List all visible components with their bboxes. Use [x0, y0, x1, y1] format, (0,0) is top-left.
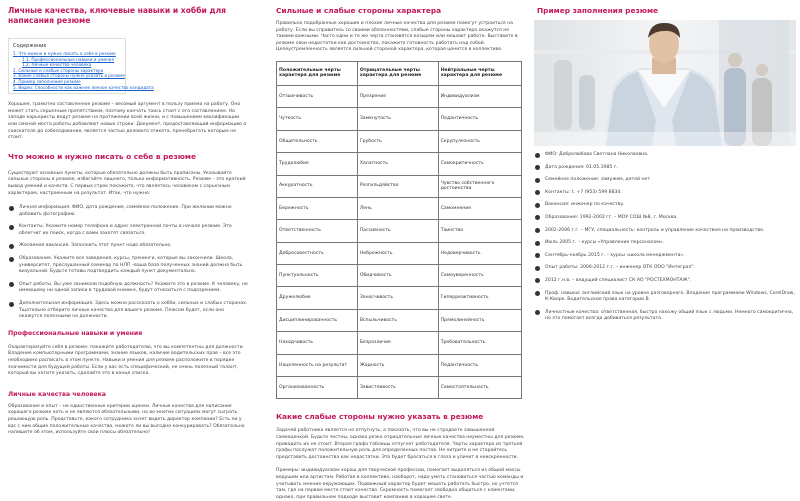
prof-paragraph: Охарактеризуйте себя в резюме: покажите работодателю, что вы компетентны для должности. Владение компьютерными программами, знание языков, наличие водительских прав – все это необходимо расписать в этом пункте. Навыки и умения для резюме расположите в порядке значимости для будущей работы. Если у вас есть специфический, не очень полезный талант, который вы хотите указать, сделайте это в конце списка.	[8, 344, 245, 377]
toc-link[interactable]: 3. Какие слабые стороны нужно указать в резюме	[13, 73, 126, 79]
bullet-icon	[535, 178, 540, 183]
list-item: Личная информация: ФИО, дата рождения, семейное положение. При желании можно добавить фотографию.	[8, 205, 248, 218]
table-cell: Самокритичность	[438, 153, 521, 175]
table-cell: Чувство собственного достоинства	[438, 175, 521, 197]
table-row	[277, 354, 522, 376]
personal-paragraph: Образование и опыт – не единственные критерии оценки. Личные качества для написания хорошего резюме хоть и не являются обязательными, но во многих ситуациях могут сыграть решающую роль. Представьте, какого сотрудника хочет видеть директор компании? Есть ли у вас с ним общие положительные качества, можете ли вы выгодно конкурировать? Обязательно напишите об этом, используйте свои плюсы обязательно!	[8, 403, 245, 436]
table-cell: Общительность	[277, 130, 358, 152]
bullet-icon	[535, 291, 540, 296]
table-cell: Дружелюбие	[277, 287, 358, 309]
list-item: Дополнительная информация. Здесь можно рассказать о хобби, сильных и слабых сторонах. Тщательно отберите личные качества для вашего резюме. Плюсом будет, если оно окажутся полезными на должности.	[8, 301, 248, 321]
what-paragraph: Существуют основные пункты, которые обязательно должны быть прописаны. Указывайте сильные стороны в резюме, избегайте лишнего, только информативность. Резюме – это краткий вывод умений и качеств. С первых строк покажите, что являетесь человеком с серьезным характером, настроенным на результат. Итак, что нужно:	[8, 170, 246, 196]
list-item: Образование: 1992-2002 гг. – МОУ СОШ №8, г. Москва.	[534, 215, 796, 222]
table-cell: Завистливость	[357, 377, 438, 399]
table-cell: Находчивость	[277, 332, 358, 354]
table-cell: Замкнутость	[357, 108, 438, 130]
table-row	[277, 175, 522, 197]
table-cell: Халатность	[357, 153, 438, 175]
traits-table	[276, 61, 522, 399]
list-item: ФИО: Добролюбова Светлана Николаевна.	[534, 152, 796, 159]
table-cell: Добросовестность	[277, 242, 358, 264]
bullet-icon	[535, 253, 540, 258]
list-item: Опыт работы. Вы уже занимали подобную должность? Укажите это в резюме. К человеку, не имеющему ни одной записи в трудовой книжке, будут относиться с подозрением.	[8, 282, 248, 295]
table-cell: Безразличие	[357, 332, 438, 354]
list-item: Июль 2005 г. – курсы «Управление персоналом».	[534, 240, 796, 247]
table-cell: Гиперреактивность	[438, 287, 521, 309]
bullet-icon	[535, 153, 540, 158]
toc-title: Содержание	[13, 43, 47, 49]
weak-paragraph-2: Примеры: индивидуализм хорош для творческой профессии, помогает выделяться из общей массы ведущим или артистам. Работая в коллективе, наоборот, надо уметь становиться частью команды и учитывать мнение окружающих. Подвижный характер будет мешать работать быстро, но учтется там, где на первом месте стоит качество. Скромность помогает свободно общаться с клиентами, однако, при правильном подходе выставит компанию в хорошем свете.	[276, 468, 524, 500]
toc-link[interactable]: 2. Сильные и слабые стороны характера	[13, 67, 104, 73]
table-cell: Обидчивость	[357, 265, 438, 287]
bullet-icon	[9, 302, 14, 307]
table-cell: Аккуратность	[277, 175, 358, 197]
table-cell: Пунктуальность	[277, 265, 358, 287]
bullet-icon	[535, 241, 540, 246]
weak-paragraph-1: Задачей работника является не отпугнуть, а показать, что вы не страдаете завышенной самооценкой. Будьте честны, однако резко отрицательные личные качества неуместны для резюме, приводить их не стоит. Вторая графа таблицы отпугнет работодателя. Черты характера из третьей графы послужат положительную роль для определенных постов. Не хитрите и не старайтесь представить достоинства как недостатки. Это будет бросаться в глаза и уличит в неискренности.	[276, 428, 525, 460]
table-cell: Трудолюбие	[277, 153, 358, 175]
table-header-row	[277, 61, 522, 85]
toc-link[interactable]: 1.1. Профессиональные навыки и умения	[22, 56, 115, 62]
list-item: Личностные качества: ответственная, быстро нахожу общий язык с людьми. Немного самокритична, но это помогает всегда добиваться результата.	[534, 310, 796, 323]
list-item: Образование. Укажите все заведения, курсы, тренинги, которые вы закончили. Школа, университет, прослушанный семинар по НЛП –ваша база полученных знаний должна быть визуальной. Будьте готовы подтвердить каждый пункт документально.	[8, 256, 248, 276]
section-heading-strengths: Сильные и слабые стороны характера	[276, 6, 442, 15]
list-item: Дата рождения: 01.05.1985 г.	[534, 165, 796, 172]
article-title: Личные качества, ключевые навыки и хобби для написания резюме	[8, 6, 227, 25]
table-cell: Небрежность	[357, 242, 438, 264]
table-row	[277, 265, 522, 287]
table-cell: Отзывчивость	[277, 85, 358, 107]
table-cell: Требовательность	[438, 332, 521, 354]
bullet-icon	[9, 206, 14, 211]
bullet-icon	[535, 278, 540, 283]
table-row	[277, 220, 522, 242]
table-cell: Недоверчивость	[438, 242, 521, 264]
table-cell: Организованность	[277, 377, 358, 399]
toc-link[interactable]: 4. Пример заполнения резюме	[13, 78, 81, 84]
table-cell: Педантичность	[438, 354, 521, 376]
bullet-icon	[535, 203, 540, 208]
table-cell: Самостоятельность	[438, 377, 521, 399]
section-heading-weak: Какие слабые стороны нужно указать в резюме	[276, 412, 484, 422]
intro-paragraph: Хорошее, грамотно составленное резюме – весомый аргумент в пользу приема на работу. Оно может стать серьезным препятствием, поэтому кончать тоись стоит с его составлением. На западе карьеристы ведут резюме на протяжении всей жизни, и с повышением квалификации или сменой места работы добавляют новые строки. Документ, предоставляющий информацию о соискателе до собеседования, является частью делового этикета, пренебрегать которым не стоит.	[8, 102, 247, 141]
resume-info-list	[534, 152, 796, 323]
strengths-paragraph: Правильно подобранные хорошие и плохие личные качества для резюме помогут устроиться на работу. Если вы справитесь со своими обязанностями, слабые стороны характера окажутся не такими важными. Часто одни и те же черта становятся козырем или мешают работе. Выставите в резюме свои недостатки как достоинства, покажите готовность работать над собой. Целеустремленность является сильной стороной характера, которая ценится в коллективе.	[276, 21, 518, 53]
table-cell: Самомнение	[438, 197, 521, 219]
table-row	[277, 108, 522, 130]
section-heading-personal: Личные качества человека	[8, 390, 106, 398]
table-cell: Нацеленность на результат	[277, 354, 358, 376]
middle-column	[268, 0, 530, 500]
section-heading-example: Пример заполнения резюме	[537, 6, 659, 15]
table-cell: Грубость	[357, 130, 438, 152]
bullet-icon	[535, 165, 540, 170]
table-header-cell: Нейтральные черты характера для резюме	[438, 61, 521, 85]
section-heading-what: Что можно и нужно писать о себе в резюме	[8, 151, 196, 161]
table-cell: Скрупулезность	[438, 130, 521, 152]
bullet-icon	[9, 244, 14, 249]
table-row	[277, 85, 522, 107]
table-row	[277, 130, 522, 152]
table-row	[277, 153, 522, 175]
table-cell: Таинство	[438, 220, 521, 242]
bullet-icon	[535, 266, 540, 271]
list-item: Контакты: t. +7 (953) 599 8834.	[534, 190, 796, 197]
what-list	[8, 205, 248, 321]
table-row	[277, 287, 522, 309]
table-cell: Розгильдяйство	[357, 175, 438, 197]
table-cell: Заносчивость	[357, 287, 438, 309]
table-cell: Самоуверенность	[438, 265, 521, 287]
table-cell: Чуткость	[277, 108, 358, 130]
table-cell: Вспыльчивость	[357, 309, 438, 331]
section-heading-prof: Профессиональные навыки и умения	[8, 329, 143, 337]
table-cell: Прямолинейность	[438, 309, 521, 331]
list-item: Желаемая вакансия. Заполнить этот пункт надо обязательно.	[8, 243, 248, 250]
table-row	[277, 197, 522, 219]
table-cell: Пассивность	[357, 220, 438, 242]
photo-illustration	[534, 20, 796, 146]
traits-table-body	[277, 85, 522, 398]
toc-link[interactable]: 1.2. Личные качества человека	[22, 62, 92, 68]
businessman-photo	[534, 20, 796, 146]
table-of-contents	[8, 38, 154, 94]
table-cell: Индивидуализм	[438, 85, 521, 107]
list-item: Семейное положение: замужем, детей нет.	[534, 177, 796, 184]
table-row	[277, 332, 522, 354]
left-column	[0, 0, 254, 494]
table-cell: Бережность	[277, 197, 358, 219]
bullet-icon	[9, 282, 14, 287]
table-header-cell: Положительные черты характера для резюме	[277, 61, 358, 85]
bullet-icon	[535, 190, 540, 195]
list-item: Сентябрь-ноябрь 2015 г. – курсы «школа менеджмента».	[534, 253, 796, 260]
list-item: 2012 г.н.в. – ведущий специалист СК АО "РОСТЕХМОНТАЖ".	[534, 278, 796, 285]
list-item: Вакансия: инженер по качеству.	[534, 202, 796, 209]
table-row	[277, 242, 522, 264]
bullet-icon	[9, 257, 14, 262]
list-item: Проф. навыки: английский язык на уровне разговорного. Владение программами Windows, CorelDraw, К-Кворк. Водительские права категории В.	[534, 291, 796, 304]
table-cell: Лень	[357, 197, 438, 219]
list-item: 2002-2006 г.г. – МГУ, специальность: контроль и управление качеством на производстве.	[534, 228, 796, 235]
list-item: Опыт работы: 2006-2012 г.г. – инженер ОТК ООО "Интеграл".	[534, 265, 796, 272]
toc-link[interactable]: 1. Что можно и нужно писать о себе в резюме	[13, 51, 116, 56]
right-column	[530, 0, 800, 494]
table-cell: Жадность	[357, 354, 438, 376]
list-item: Контакты. Укажите номер телефона и адрес электронной почты в начале резюме. Это облегчит их поиск, когда с вами захотят связаться.	[8, 224, 248, 237]
toc-link[interactable]: 5. Видео: Способности как важнее личное качество кандидата	[13, 84, 154, 90]
table-cell: Презрение	[357, 85, 438, 107]
bullet-icon	[535, 215, 540, 220]
bullet-icon	[9, 225, 14, 230]
table-header-cell: Отрицательные черты характера для резюме	[357, 61, 438, 85]
table-cell: Педантичность	[438, 108, 521, 130]
bullet-icon	[535, 310, 540, 315]
table-row	[277, 377, 522, 399]
table-cell: Дисциплинированность	[277, 309, 358, 331]
table-row	[277, 309, 522, 331]
table-cell: Ответственность	[277, 220, 358, 242]
bullet-icon	[535, 228, 540, 233]
